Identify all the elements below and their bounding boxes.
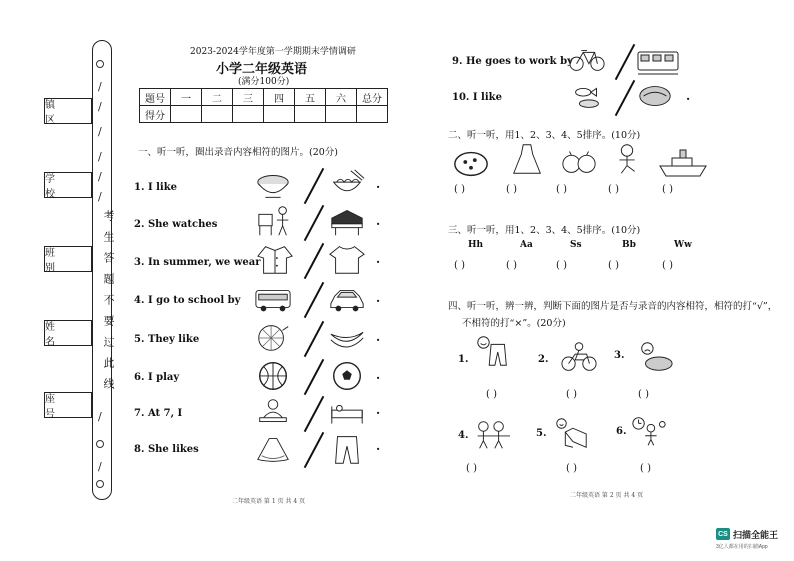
score-row-label: 得分 <box>140 106 171 123</box>
binding-note: 考生答题不要过此线 <box>102 210 115 399</box>
score-header: 六 <box>326 89 357 106</box>
item-number: 5. <box>536 428 547 439</box>
answer-dot: · <box>376 406 381 420</box>
binding-slash: / <box>98 80 102 93</box>
meat-picture[interactable] <box>636 80 674 114</box>
item-number: 3. <box>614 350 625 361</box>
question-3: 3. In summer, we wear <box>134 257 261 268</box>
t-shirt-picture[interactable] <box>328 242 366 276</box>
question-7: 7. At 7, I <box>134 408 183 419</box>
two-kids-picture[interactable] <box>472 418 510 452</box>
field-seat[interactable]: 座 号 <box>44 392 92 418</box>
answer-paren[interactable]: ( ) <box>662 184 673 195</box>
binding-slash: / <box>98 100 102 113</box>
answer-dot: · <box>376 255 381 269</box>
score-table <box>139 88 388 123</box>
letter-aa: Aa <box>520 240 533 250</box>
footer-page2: 二年级英语 第 2 页 共 4 页 <box>570 492 644 499</box>
orange-picture[interactable] <box>254 320 292 354</box>
score-cell[interactable] <box>357 106 388 123</box>
question-9: 9. He goes to work by <box>452 56 573 67</box>
bus-picture[interactable] <box>254 282 292 316</box>
binding-slash: / <box>98 460 102 473</box>
binding-hole <box>96 60 104 68</box>
divider-slash <box>304 359 325 395</box>
scanner-logo: CS <box>716 528 730 540</box>
ship-picture[interactable] <box>658 146 708 180</box>
binding-slash: / <box>98 125 102 138</box>
question-10: 10. I like <box>452 92 502 103</box>
score-cell[interactable] <box>295 106 326 123</box>
football-picture[interactable] <box>328 358 366 392</box>
answer-paren[interactable]: ( ) <box>466 463 477 474</box>
question-1: 1. I like <box>134 182 177 193</box>
skirt-picture[interactable] <box>254 432 292 466</box>
field-class[interactable]: 班 别 <box>44 246 92 272</box>
answer-paren[interactable]: ( ) <box>566 389 577 400</box>
answer-paren[interactable]: ( ) <box>506 184 517 195</box>
noodles-picture[interactable] <box>328 168 366 202</box>
section2-title: 二、听一听，用1、2、3、4、5排序。(10分) <box>448 130 641 141</box>
coat-picture[interactable] <box>256 242 294 276</box>
dress-picture[interactable] <box>508 142 546 176</box>
field-school[interactable]: 学 校 <box>44 172 92 198</box>
answer-paren[interactable]: ( ) <box>662 260 673 271</box>
answer-dot: · <box>376 180 381 194</box>
answer-paren[interactable]: ( ) <box>454 184 465 195</box>
tv-picture[interactable] <box>256 204 294 238</box>
divider-slash <box>304 205 325 241</box>
item-number: 2. <box>538 354 549 365</box>
divider-slash <box>304 282 325 318</box>
cyclist-picture[interactable] <box>560 340 598 374</box>
answer-dot: · <box>376 442 381 456</box>
bicycle-picture[interactable] <box>568 42 606 76</box>
answer-dot: · <box>376 217 381 231</box>
item-number: 6. <box>616 426 627 437</box>
divider-slash <box>304 168 325 204</box>
question-5: 5. They like <box>134 334 200 345</box>
answer-paren[interactable]: ( ) <box>608 184 619 195</box>
score-cell[interactable] <box>233 106 264 123</box>
score-header: 二 <box>202 89 233 106</box>
score-header: 四 <box>264 89 295 106</box>
score-header: 题号 <box>140 89 171 106</box>
answer-paren[interactable]: ( ) <box>638 389 649 400</box>
binding-slash: / <box>98 170 102 183</box>
section1-title: 一、听一听，圈出录音内容相符的图片。(20分) <box>138 147 339 158</box>
divider-slash <box>304 243 325 279</box>
score-cell[interactable] <box>202 106 233 123</box>
section4-title-line2: 不相符的打“×”。(20分) <box>462 318 566 329</box>
letter-ww: Ww <box>674 240 692 250</box>
answer-dot: · <box>376 333 381 347</box>
binding-slash: / <box>98 190 102 203</box>
answer-paren[interactable]: ( ) <box>556 184 567 195</box>
score-cell[interactable] <box>264 106 295 123</box>
subject-title: 小学二年级英语 <box>216 62 308 77</box>
answer-paren[interactable]: ( ) <box>608 260 619 271</box>
breakfast-picture[interactable] <box>254 396 292 430</box>
train-picture[interactable] <box>636 44 680 78</box>
question-8: 8. She likes <box>134 444 199 455</box>
divider-slash <box>615 44 636 80</box>
divider-slash <box>304 432 325 468</box>
bananas-picture[interactable] <box>328 320 366 354</box>
item-number: 4. <box>458 430 469 441</box>
score-header: 五 <box>295 89 326 106</box>
answer-paren[interactable]: ( ) <box>556 260 567 271</box>
question-6: 6. I play <box>134 372 180 383</box>
fish-picture[interactable] <box>568 80 606 114</box>
answer-dot: · <box>686 92 691 106</box>
answer-paren[interactable]: ( ) <box>566 463 577 474</box>
rice-bowl-picture[interactable] <box>254 168 292 202</box>
tomatoes-picture[interactable] <box>560 144 598 178</box>
clock-boy-picture[interactable] <box>630 414 668 448</box>
answer-paren[interactable]: ( ) <box>640 463 651 474</box>
score-cell[interactable] <box>171 106 202 123</box>
scanner-name: 扫描全能王 <box>733 530 779 540</box>
answer-paren[interactable]: ( ) <box>506 260 517 271</box>
answer-paren[interactable]: ( ) <box>486 389 497 400</box>
piano-picture[interactable] <box>328 204 366 238</box>
exam-title: 2023-2024学年度第一学期期末学情调研 <box>190 47 356 57</box>
binding-hole <box>96 480 104 488</box>
bed-picture[interactable] <box>328 396 366 430</box>
letter-ss: Ss <box>570 240 582 250</box>
section4-title-line1: 四、听一听，辨一辨，判断下面的图片是否与录音的内容相符，相符的打“√”， <box>448 301 778 312</box>
binding-hole <box>96 440 104 448</box>
field-name[interactable]: 姓 名 <box>44 320 92 346</box>
divider-slash <box>304 396 325 432</box>
section3-title: 三、听一听，用1、2、3、4、5排序。(10分) <box>448 225 641 236</box>
answer-dot: · <box>376 371 381 385</box>
binding-slash: / <box>98 150 102 163</box>
scanner-tagline: 3亿人都在用的扫描App <box>716 544 768 550</box>
score-header: 总分 <box>357 89 388 106</box>
footer-page1: 二年级英语 第 1 页 共 4 页 <box>232 498 306 505</box>
item-number: 1. <box>458 354 469 365</box>
sad-face-meat-picture[interactable] <box>636 340 674 374</box>
full-score: (满分100分) <box>238 77 290 87</box>
letter-bb: Bb <box>622 240 636 250</box>
divider-slash <box>615 80 636 116</box>
score-header: 三 <box>233 89 264 106</box>
milk-picture[interactable] <box>552 416 590 450</box>
question-2: 2. She watches <box>134 219 218 230</box>
question-4: 4. I go to school by <box>134 295 241 306</box>
answer-dot: · <box>376 294 381 308</box>
basketball-picture[interactable] <box>254 358 292 392</box>
score-header: 一 <box>171 89 202 106</box>
answer-paren[interactable]: ( ) <box>454 260 465 271</box>
score-cell[interactable] <box>326 106 357 123</box>
pizza-picture[interactable] <box>452 146 490 180</box>
binding-slash: / <box>98 410 102 423</box>
letter-hh: Hh <box>468 240 484 250</box>
divider-slash <box>304 321 325 357</box>
smiley-pants-picture[interactable] <box>474 334 512 368</box>
pants-picture[interactable] <box>328 432 366 466</box>
running-boy-picture[interactable] <box>608 142 646 176</box>
field-town[interactable]: 镇 区 <box>44 98 92 124</box>
car-picture[interactable] <box>328 282 366 316</box>
